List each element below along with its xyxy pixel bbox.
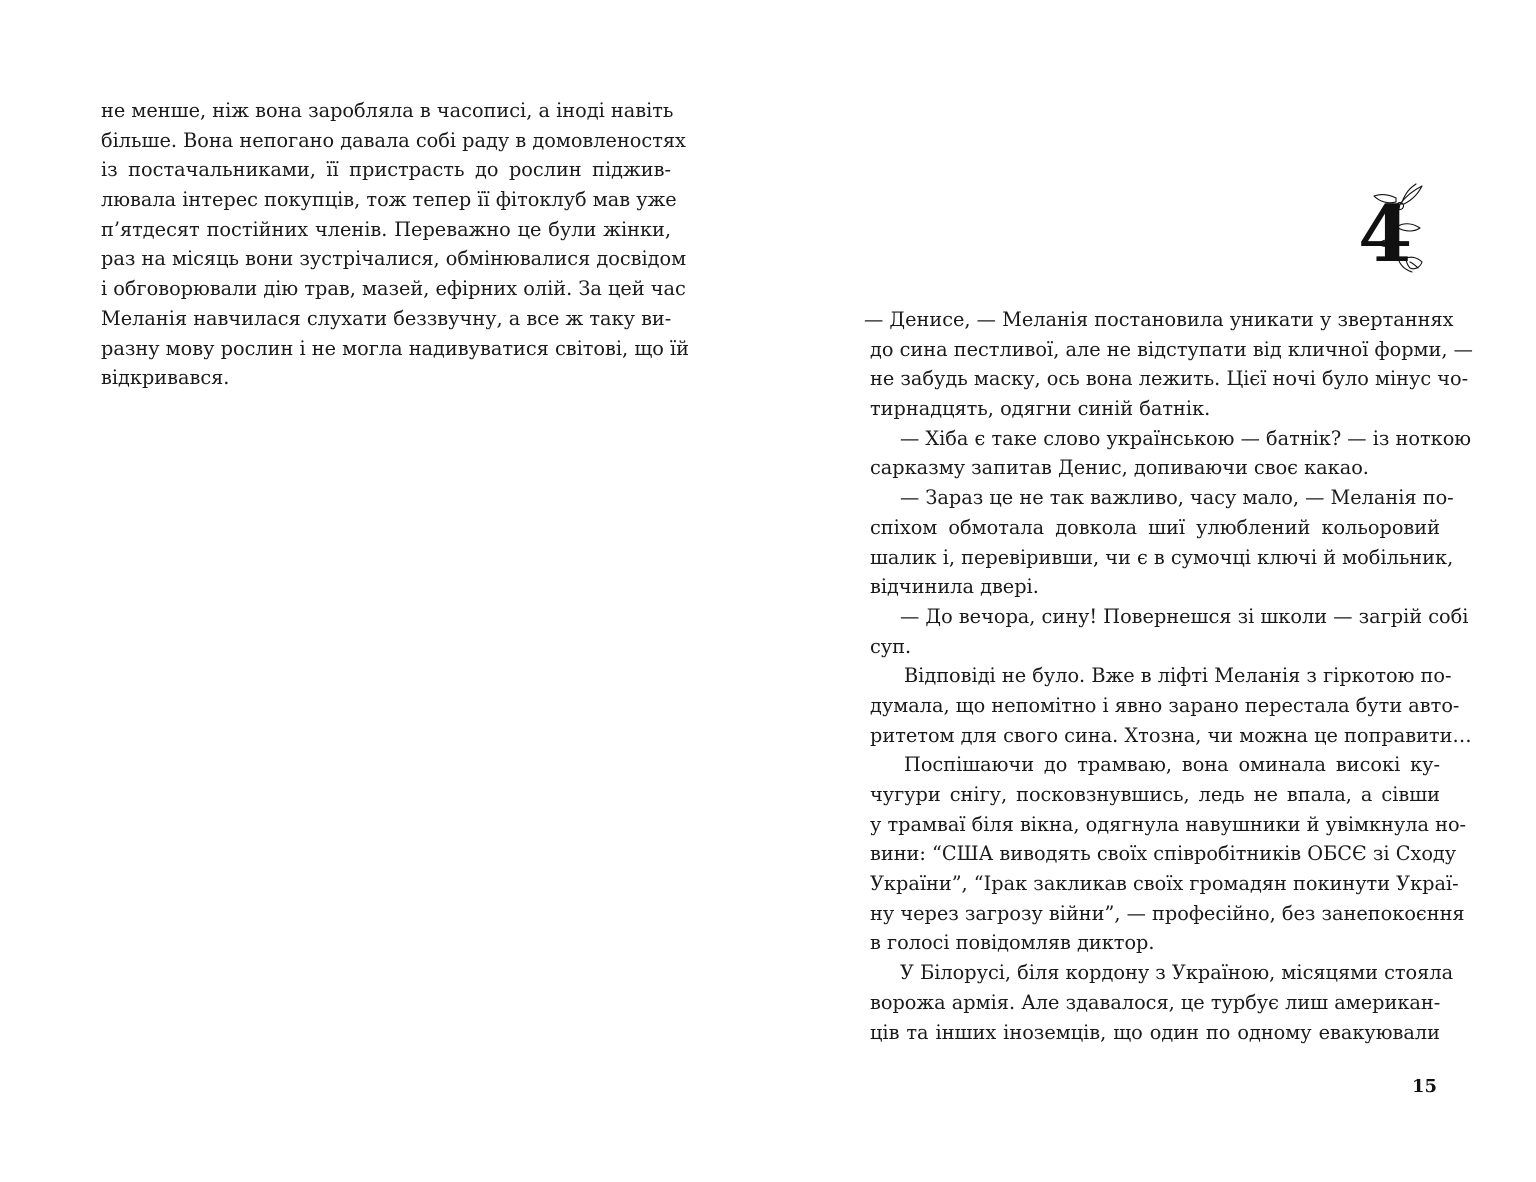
text-line: думала, що непомітно і явно зарано перестала бути авто- (870, 693, 1460, 717)
text-line: у трамваї біля вікна, одягнула навушники й увімкнула но- (870, 812, 1467, 836)
text-line: до сина пестливої, але не відступати від кличної форми, — (870, 337, 1473, 361)
left-page-text (101, 96, 689, 393)
chapter-number: 4 (1358, 189, 1411, 280)
right-page-text (864, 305, 1473, 1047)
text-line: шалик і, перевіривши, чи є в сумочці ключі й мобільник, (870, 545, 1454, 569)
text-line: вини: “США виводять своїх співробітників ОБСЄ зі Сходу (870, 842, 1457, 866)
text-line: більше. Вона непогано давала собі раду в домовленостях (101, 128, 686, 152)
text-line: разну мову рослин і не могла надивуватися світові, що їй (101, 336, 689, 360)
text-line: — Зараз це не так важливо, часу мало, — Меланія по- (900, 486, 1454, 510)
text-line: і обговорювали дію трав, мазей, ефірних олій. За цей час (101, 277, 686, 301)
text-line: відчинила двері. (870, 575, 1039, 599)
text-line: не менше, ніж вона заробляла в часописі, а іноді навіть (101, 99, 674, 122)
text-line: — Денисе, — Меланія постановила уникати у звертаннях (864, 308, 1454, 331)
text-line: ну через загрозу війни”, — професійно, без занепокоєння (870, 901, 1465, 925)
page-number: 15 (1412, 1076, 1438, 1097)
text-line: лювала інтерес покупців, тож тепер її фітоклуб мав уже (101, 188, 677, 212)
text-line: тирнадцять, одягни синій батнік. (870, 397, 1211, 421)
text-line: — До вечора, сину! Повернешся зі школи — загрій собі (900, 604, 1469, 628)
text-line: чугури снігу, посковзнувшись, ледь не впала, а сівши (870, 783, 1440, 806)
text-line: ворожа армія. Але здавалося, це турбує лиш американ- (870, 990, 1441, 1014)
text-line: п’ятдесят постійних членів. Переважно це були жінки, (101, 217, 671, 241)
text-line: відкривався. (101, 366, 230, 390)
text-line: України”, “Ірак закликав своїх громадян покинути Украї- (870, 872, 1459, 896)
text-line: суп. (870, 634, 912, 658)
text-line: — Хіба є таке слово українською — батнік? — із ноткою (900, 426, 1472, 450)
text-line: раз на місяць вони зустрічалися, обмінювалися досвідом (101, 247, 687, 271)
text-line: Меланія навчилася слухати беззвучну, а все ж таку ви- (101, 306, 672, 330)
text-line: ритетом для свого сина. Хтозна, чи можна це поправити… (870, 723, 1472, 747)
text-line: в голосі повідомляв диктор. (870, 931, 1155, 955)
text-line: не забудь маску, ось вона лежить. Цієї ночі було мінус чо- (870, 367, 1469, 391)
text-line: У Білорусі, біля кордону з Україною, місяцями стояла (900, 961, 1454, 985)
text-line: із постачальниками, її пристрасть до рослин піджив- (101, 158, 671, 182)
text-line: спіхом обмотала довкола шиї улюблений кольоровий (870, 515, 1440, 539)
text-line: Відповіді не було. Вже в ліфті Меланія з гіркотою по- (904, 664, 1452, 688)
text-line: ців та інших іноземців, що один по одному евакуювали (870, 1020, 1440, 1044)
flower-ornament-icon (1366, 182, 1428, 278)
text-line: сарказму запитав Денис, допиваючи своє какао. (870, 456, 1369, 480)
text-line: Поспішаючи до трамваю, вона оминала високі ку- (904, 753, 1440, 777)
